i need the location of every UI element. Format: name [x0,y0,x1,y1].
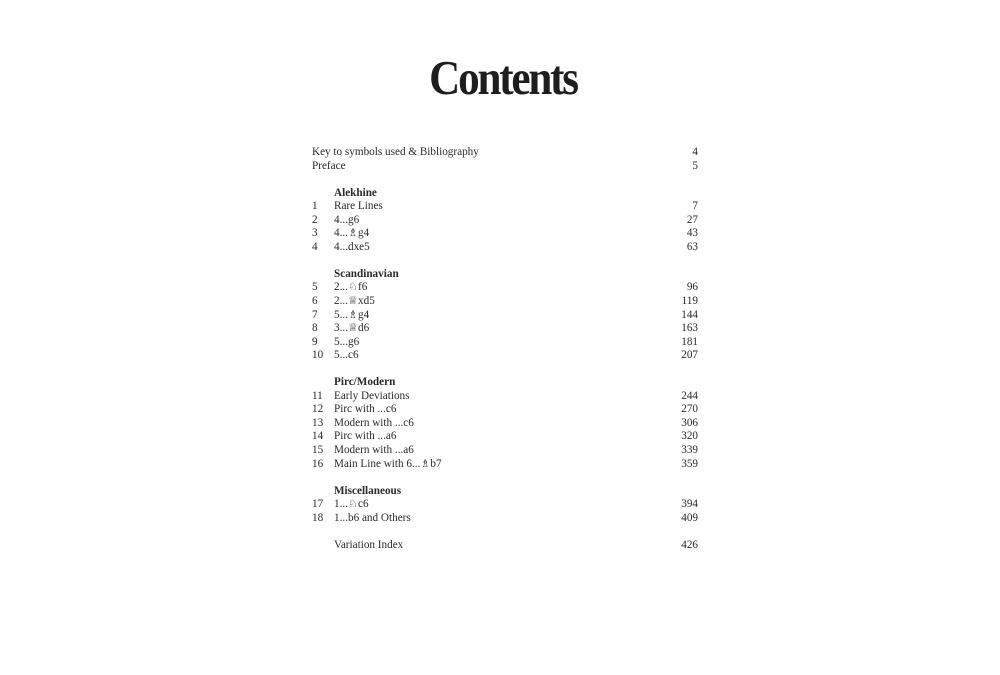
section-heading-pirc-modern [312,376,698,390]
toc-row-chapter-5[interactable] [312,281,698,295]
chapter-number: 7 [312,308,318,321]
section-spacer [312,173,698,187]
chapter-title: Modern with ...a6 [334,444,414,457]
chapter-page: 96 [686,281,698,294]
toc-entry-title: Preface [312,159,346,172]
chapter-page: 119 [681,295,698,308]
chapter-title: 4...♗g4 [334,227,370,240]
toc-row-chapter-4[interactable] [312,241,698,255]
section-heading-miscellaneous [312,485,698,499]
toc-row-chapter-10[interactable] [312,349,698,363]
chapter-number: 9 [312,335,318,348]
chapter-number: 3 [312,227,318,240]
toc-row-chapter-3[interactable] [312,227,698,241]
chapter-title: 4...dxe5 [334,240,370,253]
toc-entry-page: 4 [692,146,698,158]
toc-entry-title: Key to symbols used & Bibliography [312,146,479,158]
chapter-number: 14 [312,430,324,443]
toc-row-chapter-17[interactable] [312,498,698,512]
section-heading: Miscellaneous [334,484,402,497]
chapter-page: 394 [681,498,698,511]
toc-row-chapter-14[interactable] [312,430,698,444]
toc-row-chapter-18[interactable] [312,512,698,526]
chapter-page: 409 [681,511,698,524]
chapter-title: Rare Lines [334,200,383,213]
section-heading: Alekhine [334,186,377,199]
toc-row-chapter-16[interactable] [312,458,698,472]
chapter-title: Main Line with 6...♗b7 [334,457,442,470]
chapter-number: 8 [312,322,318,335]
section-heading: Pirc/Modern [334,376,396,389]
chapter-title: Modern with ...c6 [334,416,414,429]
chapter-number: 18 [312,511,324,524]
toc-row-chapter-15[interactable] [312,444,698,458]
toc-row-chapter-1[interactable] [312,200,698,214]
chapter-title: 2...♘f6 [334,281,368,294]
chapter-title: 4...g6 [334,213,360,226]
section-heading-scandinavian [312,268,698,282]
chapter-title: 5...c6 [334,349,359,362]
section-heading-alekhine [312,187,698,201]
chapter-page: 320 [681,430,698,443]
chapter-page: 43 [686,227,698,240]
page-title: Contents [429,50,577,105]
index-page: 426 [681,538,698,551]
table-of-contents [312,146,698,552]
section-spacer [312,471,698,485]
chapter-title: Pirc with ...c6 [334,403,397,416]
chapter-title: Early Deviations [334,389,410,402]
chapter-title: 3...♕d6 [334,322,370,335]
index-title: Variation Index [334,538,404,551]
section-spacer [312,525,698,539]
chapter-page: 7 [692,200,698,213]
chapter-number: 6 [312,295,318,308]
chapter-number: 16 [312,457,324,470]
toc-row-chapter-7[interactable] [312,309,698,323]
toc-row-key-to-symbols[interactable] [312,146,698,160]
chapter-page: 359 [681,457,698,470]
chapter-number: 2 [312,213,318,226]
chapter-page: 244 [681,389,698,402]
toc-entry-page: 5 [692,159,698,172]
chapter-number: 12 [312,403,324,416]
chapter-number: 11 [312,389,323,402]
chapter-number: 10 [312,349,324,362]
toc-row-chapter-12[interactable] [312,403,698,417]
chapter-title: 2...♕xd5 [334,295,375,308]
chapter-page: 306 [681,416,698,429]
chapter-title: 5...♗g4 [334,308,370,321]
chapter-number: 5 [312,281,318,294]
chapter-page: 339 [681,444,698,457]
toc-row-chapter-6[interactable] [312,295,698,309]
chapter-page: 144 [681,308,698,321]
chapter-page: 207 [681,349,698,362]
chapter-title: 5...g6 [334,335,360,348]
section-spacer [312,363,698,377]
toc-row-chapter-2[interactable] [312,214,698,228]
toc-row-chapter-9[interactable] [312,336,698,350]
chapter-title: Pirc with ...a6 [334,430,397,443]
chapter-page: 181 [681,335,698,348]
toc-row-chapter-13[interactable] [312,417,698,431]
toc-row-chapter-11[interactable] [312,390,698,404]
chapter-page: 163 [681,322,698,335]
toc-row-variation-index[interactable] [312,539,698,553]
chapter-number: 13 [312,416,324,429]
section-heading: Scandinavian [334,267,399,280]
toc-row-chapter-8[interactable] [312,322,698,336]
chapter-page: 27 [686,213,698,226]
chapter-title: 1...♘c6 [334,498,369,511]
chapter-number: 4 [312,240,318,253]
chapter-number: 15 [312,444,324,457]
chapter-title: 1...b6 and Others [334,511,411,524]
chapter-page: 63 [686,240,698,253]
chapter-number: 1 [312,200,318,213]
chapter-number: 17 [312,498,324,511]
section-spacer [312,254,698,268]
chapter-page: 270 [681,403,698,416]
toc-row-preface[interactable] [312,160,698,174]
